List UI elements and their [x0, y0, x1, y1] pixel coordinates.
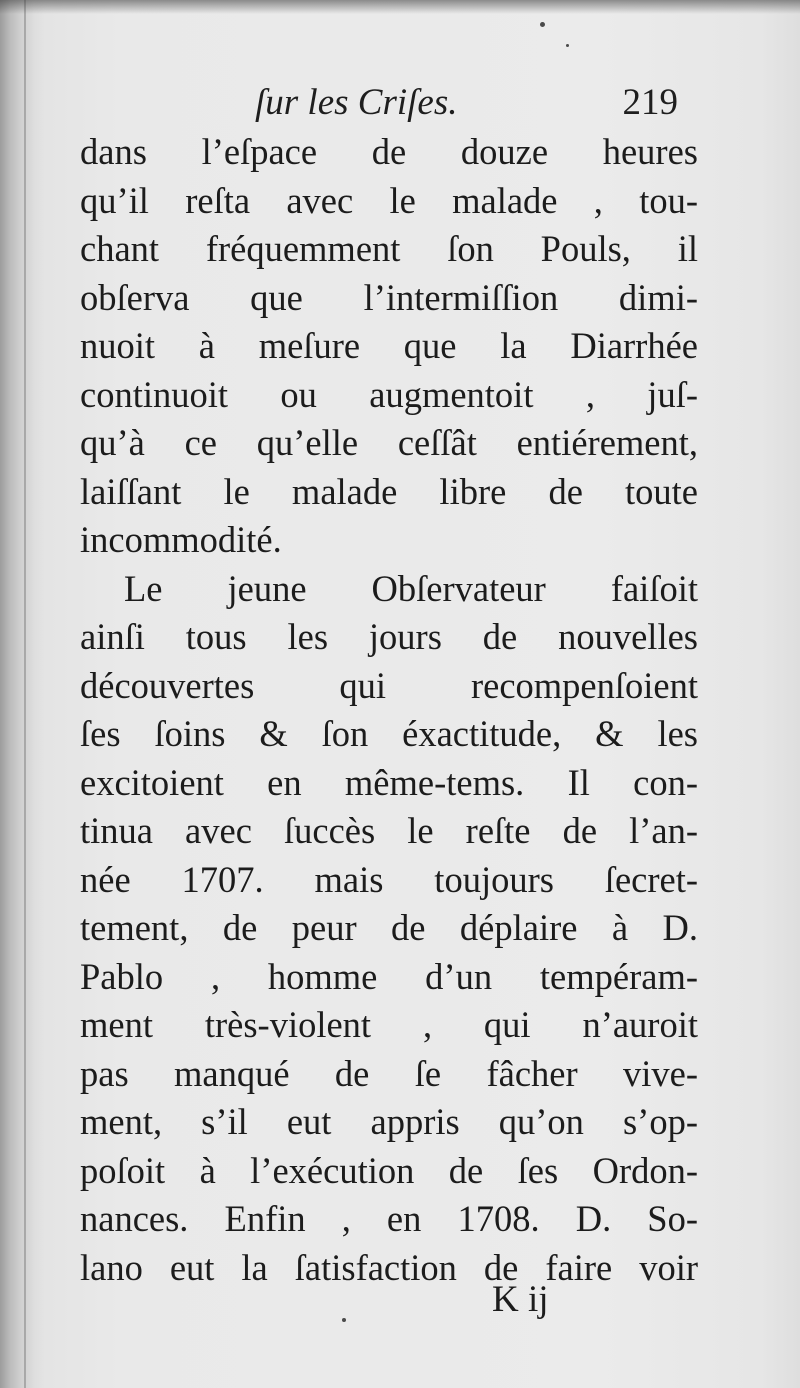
text-line: tement, de peur de déplaire à D. — [80, 907, 698, 948]
text-line: lano eut la ſatisfaction de faire voir — [80, 1246, 698, 1288]
text-line: ment, s’il eut appris qu’on s’op- — [80, 1101, 698, 1142]
text-line: laiſſant le malade libre de toute — [80, 470, 698, 512]
text-line: obſerva que l’intermiſſion dimi- — [80, 276, 698, 318]
paper-speck — [540, 22, 545, 27]
running-title: ſur les Criſes. — [255, 82, 458, 123]
text-line: ainſi tous les jours de nouvelles — [80, 616, 698, 657]
paper-speck — [342, 1318, 346, 1322]
text-line: ment très-violent , qui n’auroit — [80, 1004, 698, 1045]
text-line: ſes ſoins & ſon éxactitude, & les — [80, 713, 698, 754]
text-line: Pablo , homme d’un tempéram- — [80, 955, 698, 997]
top-edge-shadow — [0, 0, 800, 14]
running-head — [80, 78, 700, 128]
text-line: dans l’eſpace de douze heures — [80, 131, 698, 172]
page-gutter — [0, 0, 34, 1388]
text-line: nuoit à meſure que la Diarrhée — [80, 325, 698, 366]
text-line: qu’il reſta avec le malade , tou- — [80, 179, 698, 221]
text-line: continuoit ou augmentoit , juſ- — [80, 373, 698, 415]
text-line: poſoit à l’exécution de ſes Ordon- — [80, 1149, 698, 1191]
page-number: 219 — [622, 82, 678, 123]
text-line: qu’à ce qu’elle ceſſât entiérement, — [80, 422, 698, 463]
text-line: incommodité. — [80, 519, 282, 560]
text-line: chant fréquemment ſon Pouls, il — [80, 228, 698, 269]
text-line: nances. Enfin , en 1708. D. So- — [80, 1198, 698, 1239]
paper-speck — [566, 44, 569, 47]
text-line: découvertes qui recompenſoient — [80, 664, 698, 706]
text-line: tinua avec ſuccès le reſte de l’an- — [80, 810, 698, 851]
signature-mark: K ij — [492, 1279, 549, 1320]
text-line: Le jeune Obſervateur faiſoit — [124, 567, 698, 609]
body-text — [80, 128, 698, 1292]
text-line: excitoient en même-tems. Il con- — [80, 761, 698, 803]
gutter-edge — [24, 0, 26, 1388]
text-line: pas manqué de ſe fâcher vive- — [80, 1052, 698, 1094]
text-line: née 1707. mais toujours ſecret- — [80, 858, 698, 900]
